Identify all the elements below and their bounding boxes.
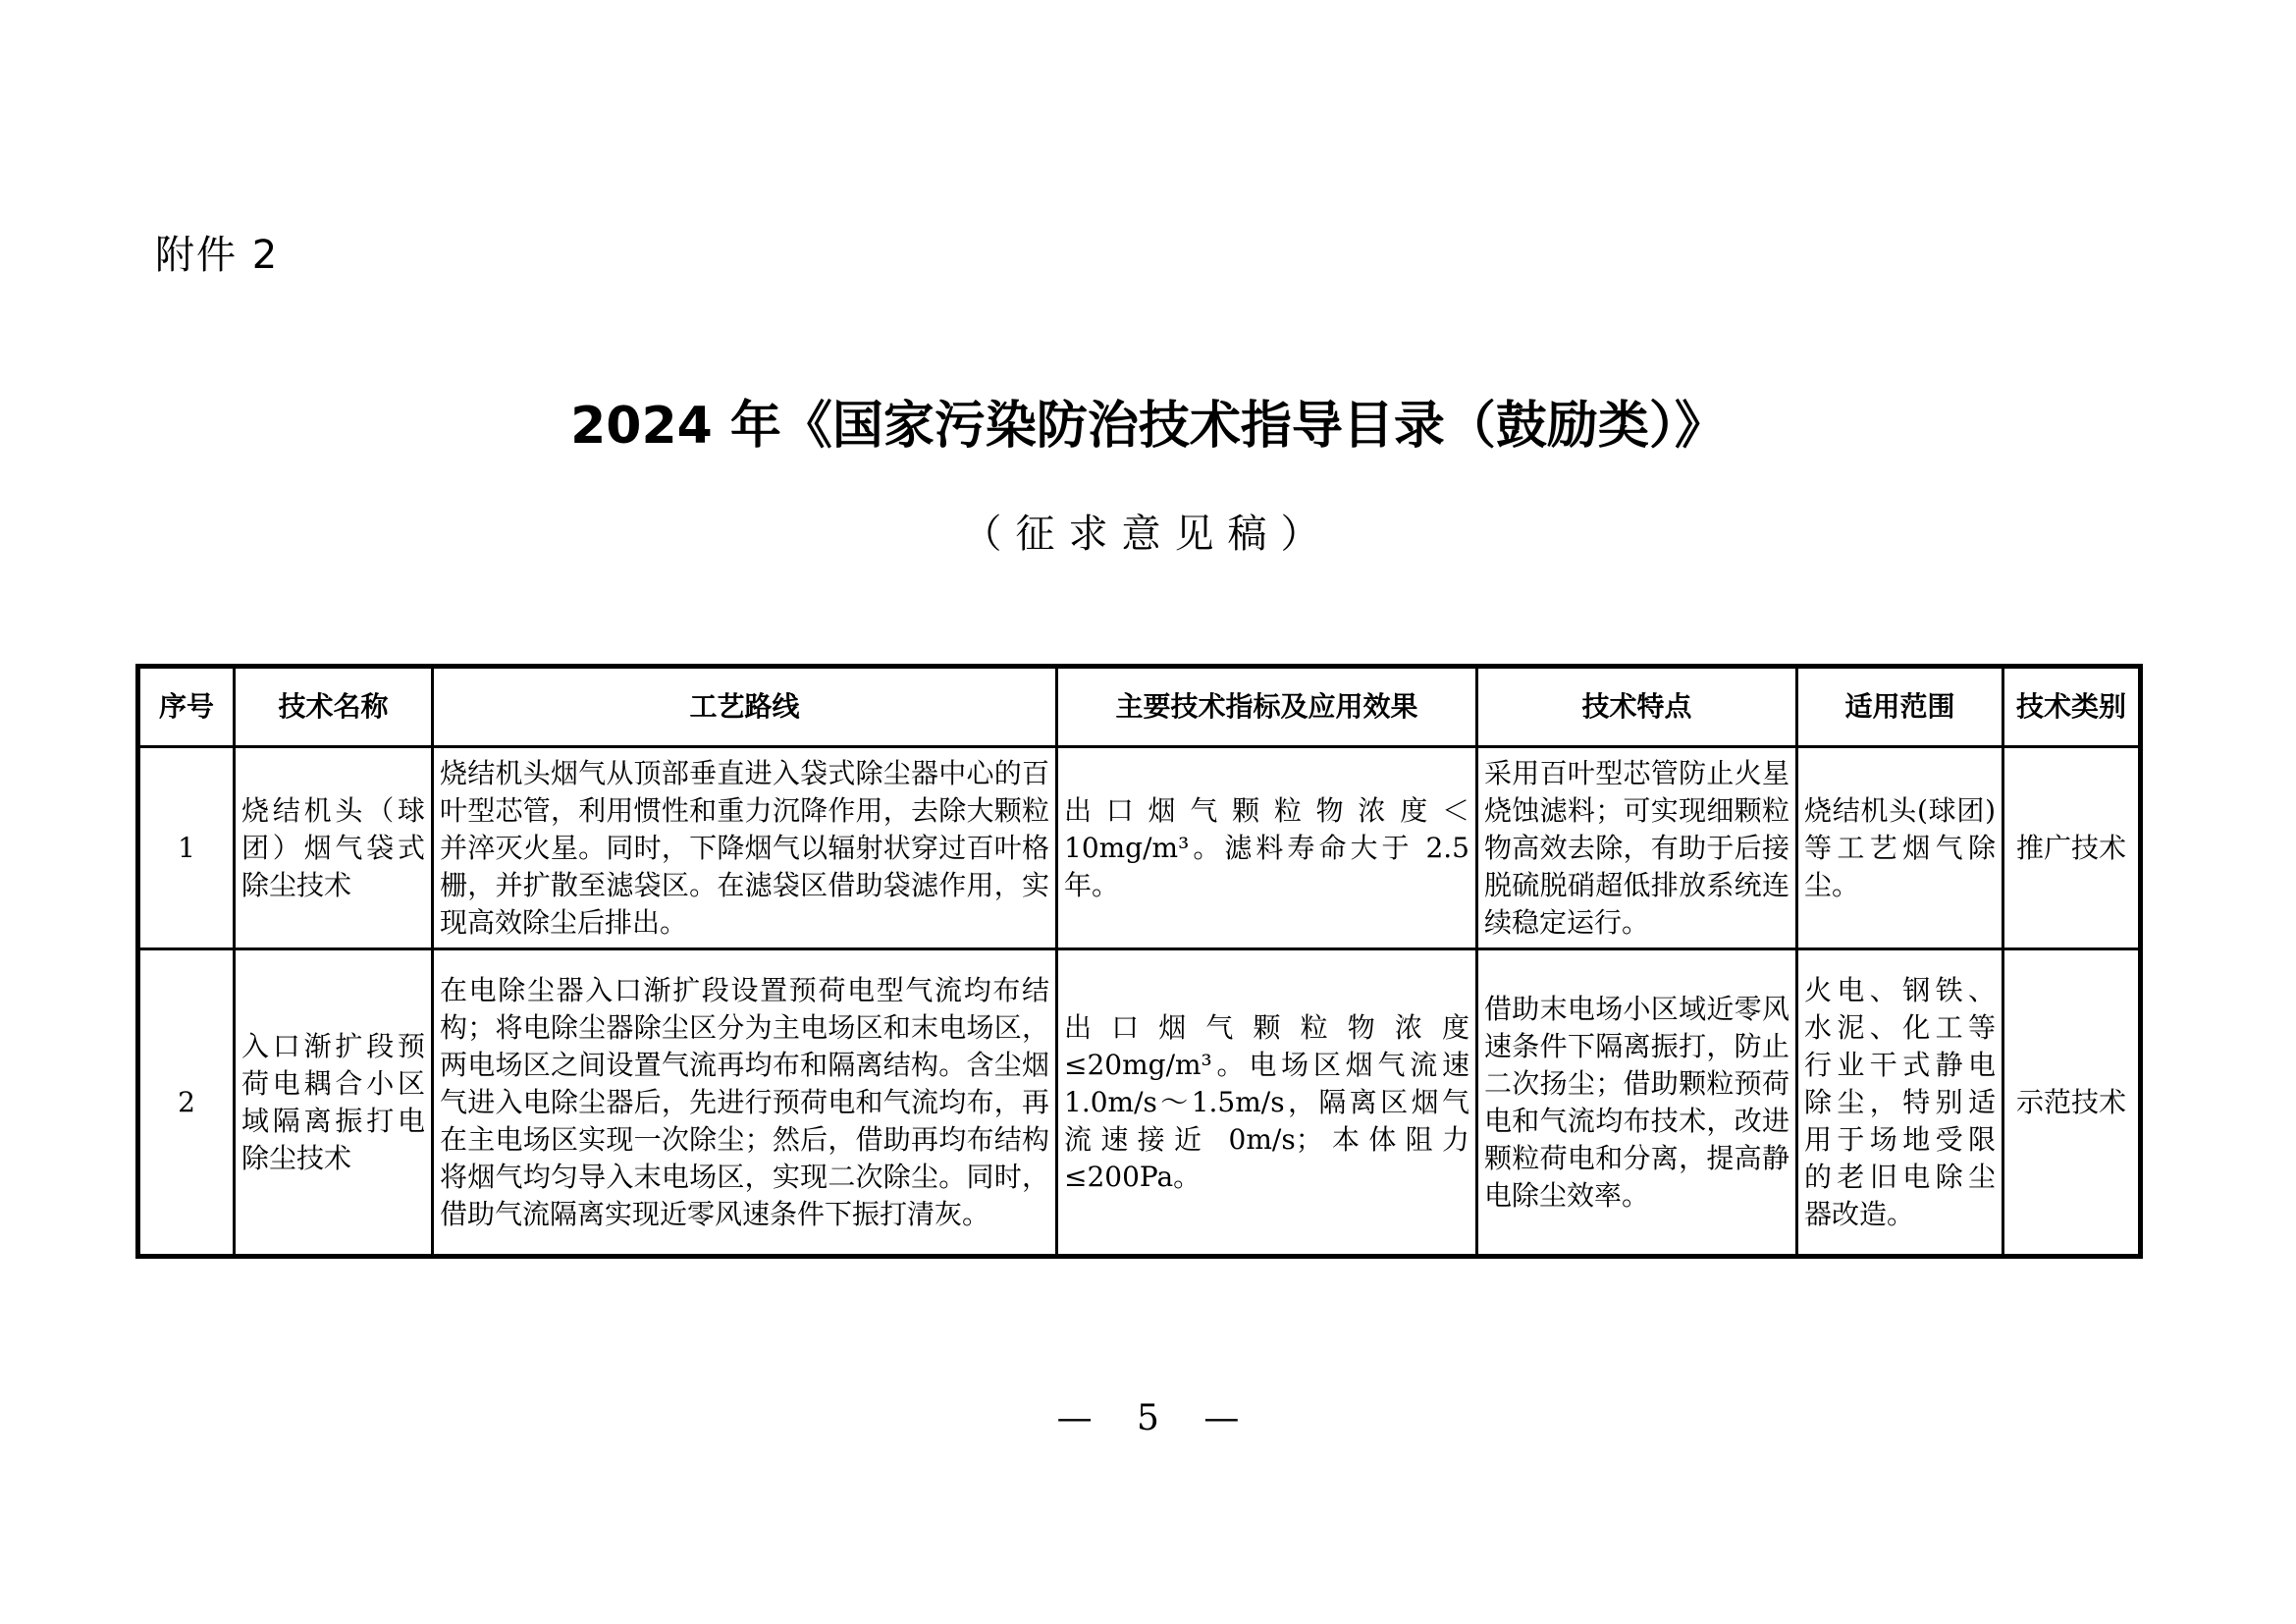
header-cell-indicators: 主要技术指标及应用效果 (1057, 667, 1477, 747)
cell-indicators: 出口烟气颗粒物浓度＜10mg/m³。滤料寿命大于 2.5 年。 (1057, 747, 1477, 949)
cell-name: 入口渐扩段预荷电耦合小区域隔离振打电除尘技术 (235, 949, 433, 1257)
cell-indicators: 出口烟气颗粒物浓度≤20mg/m³。电场区烟气流速 1.0m/s～1.5m/s，隔离区烟气流速接近 0m/s；本体阻力≤200Pa。 (1057, 949, 1477, 1257)
cell-features: 借助末电场小区域近零风速条件下隔离振打，防止二次扬尘；借助颗粒预荷电和气流均布技术，改进颗粒荷电和分离，提高静电除尘效率。 (1477, 949, 1797, 1257)
header-cell-index: 序号 (138, 667, 235, 747)
cell-name: 烧结机头（球团）烟气袋式除尘技术 (235, 747, 433, 949)
cell-features: 采用百叶型芯管防止火星烧蚀滤料；可实现细颗粒物高效去除，有助于后接脱硫脱硝超低排放系统连续稳定运行。 (1477, 747, 1797, 949)
header-cell-scope: 适用范围 (1797, 667, 2003, 747)
table-row (138, 747, 2141, 949)
cell-category: 推广技术 (2003, 747, 2141, 949)
attachment-label: 附件 2 (155, 233, 280, 278)
cell-category: 示范技术 (2003, 949, 2141, 1257)
page-title: 2024 年《国家污染防治技术指导目录（鼓励类）》 (570, 397, 1726, 456)
header-cell-features: 技术特点 (1477, 667, 1797, 747)
catalog-table-container (135, 664, 2138, 1259)
page-subtitle: （征求意见稿） (962, 512, 1334, 557)
cell-scope: 火电、钢铁、水泥、化工等行业干式静电除尘，特别适用于场地受限的老旧电除尘器改造。 (1797, 949, 2003, 1257)
header-cell-name: 技术名称 (235, 667, 433, 747)
cell-process: 在电除尘器入口渐扩段设置预荷电型气流均布结构；将电除尘器除尘区分为主电场区和末电场区，两电场区之间设置气流再均布和隔离结构。含尘烟气进入电除尘器后，先进行预荷电和气流均布，再在主电场区实现一次除尘；然后，借助再均布结构将烟气均匀导入末电场区，实现二次除尘。同时，借助气流隔离实现近零风速条件下振打清灰。 (433, 949, 1057, 1257)
catalog-table (135, 664, 2143, 1259)
page-number: — 5 — (1056, 1398, 1240, 1438)
header-cell-process: 工艺路线 (433, 667, 1057, 747)
table-header-row (138, 667, 2141, 747)
cell-index: 1 (138, 747, 235, 949)
cell-index: 2 (138, 949, 235, 1257)
table-row (138, 949, 2141, 1257)
header-cell-category: 技术类别 (2003, 667, 2141, 747)
cell-process: 烧结机头烟气从顶部垂直进入袋式除尘器中心的百叶型芯管，利用惯性和重力沉降作用，去除大颗粒并淬灭火星。同时，下降烟气以辐射状穿过百叶格栅，并扩散至滤袋区。在滤袋区借助袋滤作用，实现高效除尘后排出。 (433, 747, 1057, 949)
cell-scope: 烧结机头(球团)等工艺烟气除尘。 (1797, 747, 2003, 949)
